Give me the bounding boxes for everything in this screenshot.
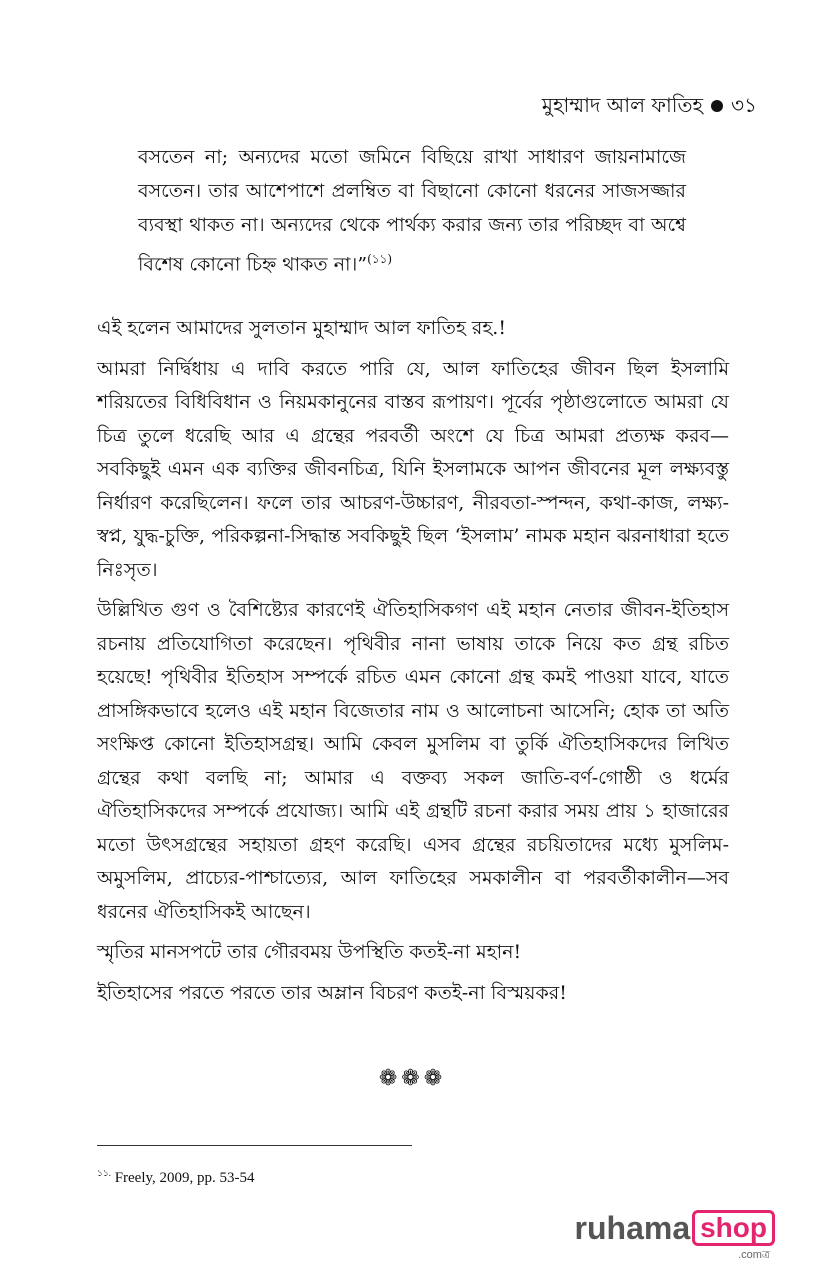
paragraph: স্মৃতির মানসপটে তার গৌরবময় উপস্থিতি কতই-না মহান! [97, 941, 522, 963]
logo-word: ruhama [574, 1210, 691, 1246]
running-header [542, 92, 757, 118]
logo-shop-word: shop [700, 1212, 767, 1243]
page-number: ৩১ [731, 93, 757, 117]
quote-footnote-ref: (১১) [367, 252, 392, 266]
footnote-divider [97, 1145, 412, 1146]
footnote-marker: ১১. [97, 1168, 111, 1178]
block-quote [138, 140, 686, 281]
logo-suffix: .comত্র [738, 1249, 770, 1261]
publisher-logo [574, 1210, 775, 1261]
paragraph: ইতিহাসের পরতে পরতে তার অম্লান বিচরণ কতই-না বিস্ময়কর! [97, 981, 567, 1004]
bullet-dot-icon [711, 100, 723, 112]
body-text [97, 312, 729, 1017]
section-ornament: ❁❁❁ [378, 1066, 447, 1091]
paragraph: আমরা নির্দ্বিধায় এ দাবি করতে পারি যে, আল ফাতিহের জীবন ছিল ইসলামি শরিয়তের বিধিবিধান ও নিয়মকানুনের বাস্তব রূপায়ণ। পূর্বের পৃষ্ঠাগুলোতে আমরা যে চিত্র তুলে ধরেছি আর এ গ্রন্থের পরবর্তী অংশে যে চিত্র আমরা প্রত্যক্ষ করব—সবকিছুই এমন এক ব্যক্তির জীবনচিত্র, যিনি ইসলামকে আপন জীবনের মূল লক্ষ্যবস্তু নির্ধারণ করেছিলেন। ফলে তার আচরণ-উচ্চারণ, নীরবতা-স্পন্দন, কথা-কাজ, লক্ষ্য-স্বপ্ন, যুদ্ধ-চুক্তি, পরিকল্পনা-সিদ্ধান্ত সবকিছুই ছিল ‘ইসলাম’ নামক মহান ঝরনাধারা হতে নিঃসৃত। [97, 357, 729, 581]
footnote [97, 1166, 255, 1187]
paragraph: উল্লিখিত গুণ ও বৈশিষ্ট্যের কারণেই ঐতিহাসিকগণ এই মহান নেতার জীবন-ইতিহাস রচনায় প্রতিযোগিতা করেছেন। পৃথিবীর নানা ভাষায় তাকে নিয়ে কত গ্রন্থ রচিত হয়েছে! পৃথিবীর ইতিহাস সম্পর্কে রচিত এমন কোনো গ্রন্থ কমই পাওয়া যাবে, যাতে প্রাসঙ্গিকভাবে হলেও এই মহান বিজেতার নাম ও আলোচনা আসেনি; হোক তা অতি সংক্ষিপ্ত কোনো ইতিহাসগ্রন্থ। আমি কেবল মুসলিম বা তুর্কি ঐতিহাসিকদের লিখিত গ্রন্থের কথা বলছি না; আমার এ বক্তব্য সকল জাতি-বর্ণ-গোষ্ঠী ও ধর্মের ঐতিহাসিকদের সম্পর্কে প্রযোজ্য। আমি এই গ্রন্থটি রচনা করার সময় প্রায় ১ হাজারের মতো উৎসগ্রন্থের সহায়তা গ্রহণ করেছি। এসব গ্রন্থের রচয়িতাদের মধ্যে মুসলিম-অমুসলিম, প্রাচ্যের-পাশ্চাত্যের, আল ফাতিহের সমকালীন বা পরবর্তীকালীন—সব ধরনের ঐতিহাসিকই আছেন। [97, 599, 729, 923]
quote-text: বসতেন না; অন্যদের মতো জমিনে বিছিয়ে রাখা সাধারণ জায়নামাজে বসতেন। তার আশেপাশে প্রলম্বিত বা বিছানো কোনো ধরনের সাজসজ্জার ব্যবস্থা থাকত না। অন্যদের থেকে পার্থক্য করার জন্য তার পরিচ্ছদ বা অশ্বে বিশেষ কোনো চিহ্ন থাকত না।” [138, 146, 686, 276]
paragraph-heading-line: এই হলেন আমাদের সুলতান মুহাম্মাদ আল ফাতিহ রহ.! [97, 317, 506, 339]
logo-shop-badge [692, 1210, 775, 1261]
footnote-text: Freely, 2009, pp. 53-54 [110, 1170, 255, 1186]
running-title: মুহাম্মাদ আল ফাতিহ [541, 93, 704, 117]
